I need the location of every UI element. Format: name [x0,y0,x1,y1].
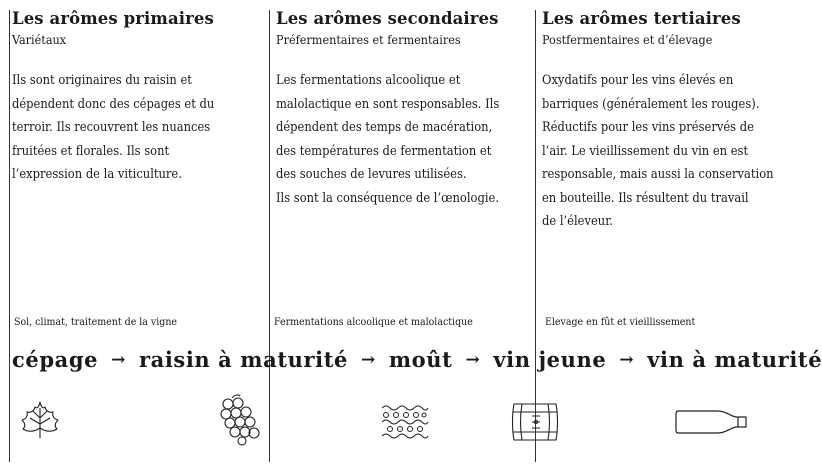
column-body: Les fermentations alcoolique et malolactique en sont responsables. Ils dépendent des temps de macération, des températures de fermentation et des souches de levures utilisées. Ils sont la conséquence de l’œnologie. [276,73,500,206]
flow-arrow: → [465,350,481,370]
grape-cluster-icon [218,392,262,448]
column-tertiary-aromas [542,8,797,234]
process-flow [12,347,822,372]
column-body: Ils sont originaires du raisin et dépendent donc des cépages et du terroir. Ils recouvrent les nuances fruitées et florales. Ils sont l’expression de la viticulture. [12,73,215,182]
barrel-icon [510,400,560,448]
caption-primary: Sol, climat, traitement de la vigne [14,316,178,328]
column-subtitle: Préfermentaires et fermentaires [276,32,461,47]
column-divider-2 [269,10,270,462]
column-divider-3 [535,10,536,462]
column-subtitle: Postfermentaires et d’élevage [542,32,713,47]
caption-tertiary: Elevage en fût et vieillissement [545,316,696,328]
column-secondary-aromas [276,8,531,210]
column-title: Les arômes primaires [12,9,214,28]
flow-step-vin-maturite: vin à maturité [647,347,822,372]
column-primary-aromas [12,8,262,187]
flow-step-vin-jeune: vin jeune [493,347,607,372]
column-subtitle: Variétaux [12,32,67,47]
flow-arrow: → [619,350,635,370]
flow-step-raisin: raisin à maturité [138,347,348,372]
fermentation-bubbles-icon [380,403,428,443]
column-title: Les arômes secondaires [276,9,499,28]
caption-secondary: Fermentations alcoolique et malolactique [274,316,473,328]
flow-step-mout: moût [388,347,453,372]
column-title: Les arômes tertiaires [542,9,741,28]
wine-bottle-icon [674,407,750,441]
flow-arrow: → [361,350,376,370]
flow-step-cepage: cépage [12,347,99,372]
flow-arrow: → [111,350,126,370]
vine-leaf-icon [20,398,60,444]
column-divider-1 [9,10,10,462]
column-body: Oxydatifs pour les vins élevés en barriques (généralement les rouges). Réductifs pour les vins préservés de l’air. Le vieillissement du vin en est responsable, mais aussi la conservation en bouteille. Ils résultent du travail de l’éleveur. [542,73,774,229]
